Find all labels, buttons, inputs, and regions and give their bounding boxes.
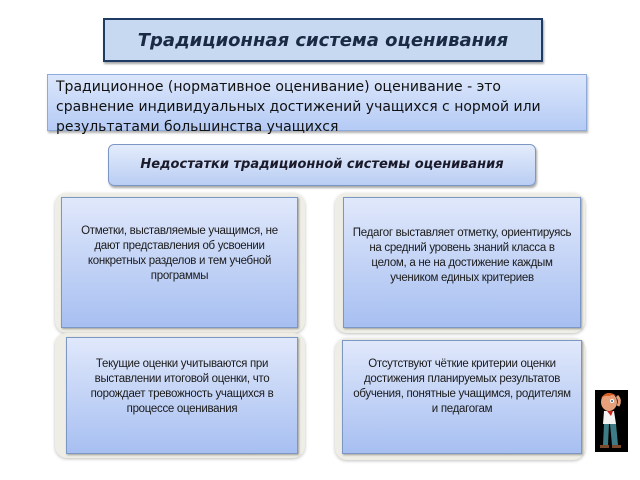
- card-text: Отсутствуют чёткие критерии оценки достижения планируемых результатов обучения, понятные учащимся, родителям и педагогам: [353, 358, 571, 415]
- definition-text: Традиционное (нормативное оценивание) оценивание - это сравнение индивидуальных достижений учащихся с нормой или результатами большинства учащихся: [56, 79, 541, 135]
- cartoon-boy-thinking-icon: [595, 390, 628, 452]
- card-4: [342, 340, 582, 454]
- card-1: [61, 197, 298, 328]
- card-2: [343, 197, 581, 328]
- slide-title-box: [103, 18, 543, 62]
- slide-title: Традиционная система оценивания: [137, 29, 509, 51]
- card-text: Текущие оценки учитываются при выставлении итоговой оценки, что порождает тревожность учащихся в процессе оценивания: [90, 358, 274, 415]
- card-text: Отметки, выставляемые учащимся, не дают представления об усвоении конкретных разделов и тем учебной программы: [81, 225, 278, 282]
- card-3: [66, 337, 298, 454]
- definition-box: [47, 74, 587, 135]
- subtitle-text: Недостатки традиционной системы оценивания: [140, 157, 504, 172]
- subtitle-box: [108, 144, 536, 186]
- card-text: Педагог выставляет отметку, ориентируясь на средний уровень знаний класса в целом, а не на достижение каждым учеником единых критериев: [352, 227, 572, 284]
